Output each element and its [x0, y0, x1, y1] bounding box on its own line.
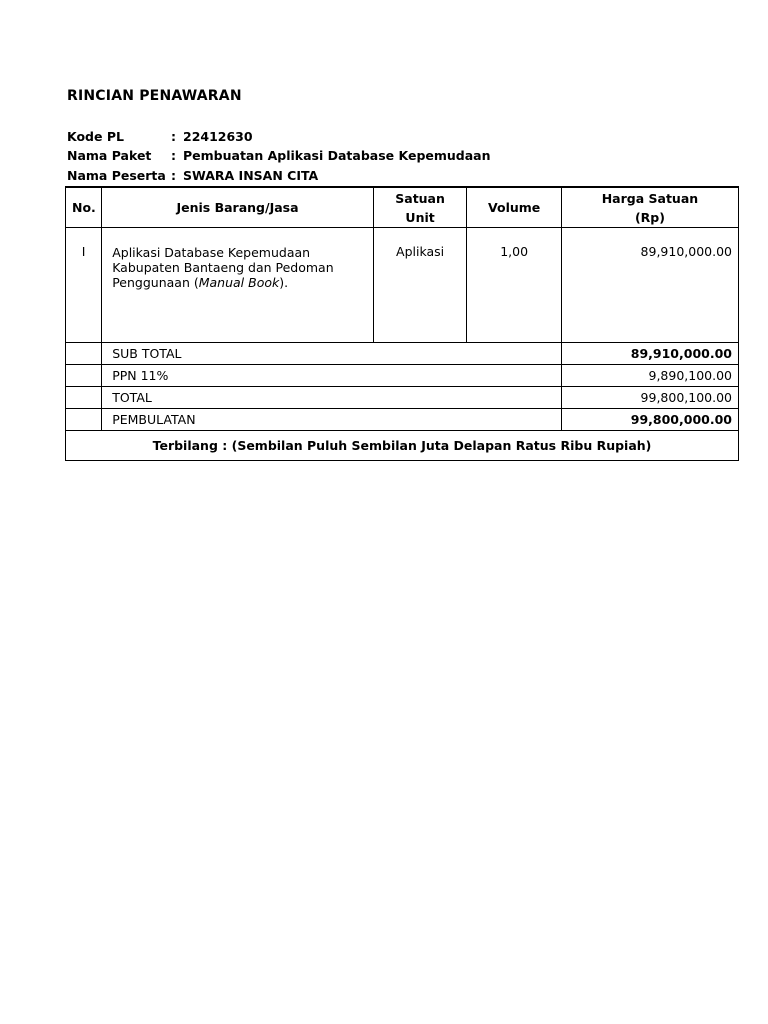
- ppn-value: 9,890,100.00: [561, 365, 738, 387]
- subtotal-no-cell: [66, 343, 102, 365]
- item-satuan: Aplikasi: [373, 228, 467, 343]
- header-harga: [561, 187, 738, 228]
- total-value: 99,800,100.00: [561, 387, 738, 409]
- header-volume: Volume: [467, 187, 562, 228]
- kode-pl-label: Kode PL: [67, 129, 124, 144]
- nama-paket-value: Pembuatan Aplikasi Database Kepemudaan: [183, 148, 491, 163]
- header-no: No.: [66, 187, 102, 228]
- nama-peserta-separator: :: [171, 168, 176, 183]
- quotation-table: [65, 186, 739, 461]
- item-description: [102, 228, 374, 343]
- ppn-row: [66, 365, 739, 387]
- subtotal-label: SUB TOTAL: [102, 343, 562, 365]
- terbilang-row: [66, 431, 739, 461]
- total-row: [66, 387, 739, 409]
- nama-peserta-value: SWARA INSAN CITA: [183, 168, 319, 183]
- meta-nama-peserta: [67, 168, 318, 183]
- meta-nama-paket: [67, 148, 491, 163]
- table-header-row: [66, 187, 739, 228]
- subtotal-row: [66, 343, 739, 365]
- nama-paket-label: Nama Paket: [67, 148, 152, 163]
- item-desc-text: Aplikasi Database Kepemudaan Kabupaten Bantaeng dan Pedoman Penggunaan (: [112, 245, 334, 290]
- total-label: TOTAL: [102, 387, 562, 409]
- item-volume: 1,00: [467, 228, 562, 343]
- ppn-no-cell: [66, 365, 102, 387]
- pembulatan-no-cell: [66, 409, 102, 431]
- header-harga-line2: (Rp): [634, 209, 665, 225]
- ppn-label: PPN 11%: [102, 365, 562, 387]
- total-no-cell: [66, 387, 102, 409]
- table-row: [66, 228, 739, 343]
- pembulatan-label: PEMBULATAN: [102, 409, 562, 431]
- pembulatan-row: [66, 409, 739, 431]
- item-desc-italic: Manual Book: [198, 275, 280, 290]
- item-harga: 89,910,000.00: [561, 228, 738, 343]
- nama-paket-separator: :: [171, 148, 176, 163]
- meta-kode-pl: [67, 129, 253, 144]
- header-jenis: Jenis Barang/Jasa: [102, 187, 374, 228]
- header-satuan: Satuan Unit: [373, 187, 467, 228]
- terbilang-text: Terbilang : (Sembilan Puluh Sembilan Juta Delapan Ratus Ribu Rupiah): [66, 431, 739, 461]
- kode-pl-value: 22412630: [183, 129, 253, 144]
- kode-pl-separator: :: [171, 129, 176, 144]
- document-title: RINCIAN PENAWARAN: [67, 88, 242, 104]
- item-no: I: [66, 228, 102, 343]
- pembulatan-value: 99,800,000.00: [561, 409, 738, 431]
- item-desc-end: ).: [279, 275, 289, 290]
- subtotal-value: 89,910,000.00: [561, 343, 738, 365]
- nama-peserta-label: Nama Peserta: [67, 168, 166, 183]
- header-harga-line1: Harga Satuan: [601, 190, 699, 206]
